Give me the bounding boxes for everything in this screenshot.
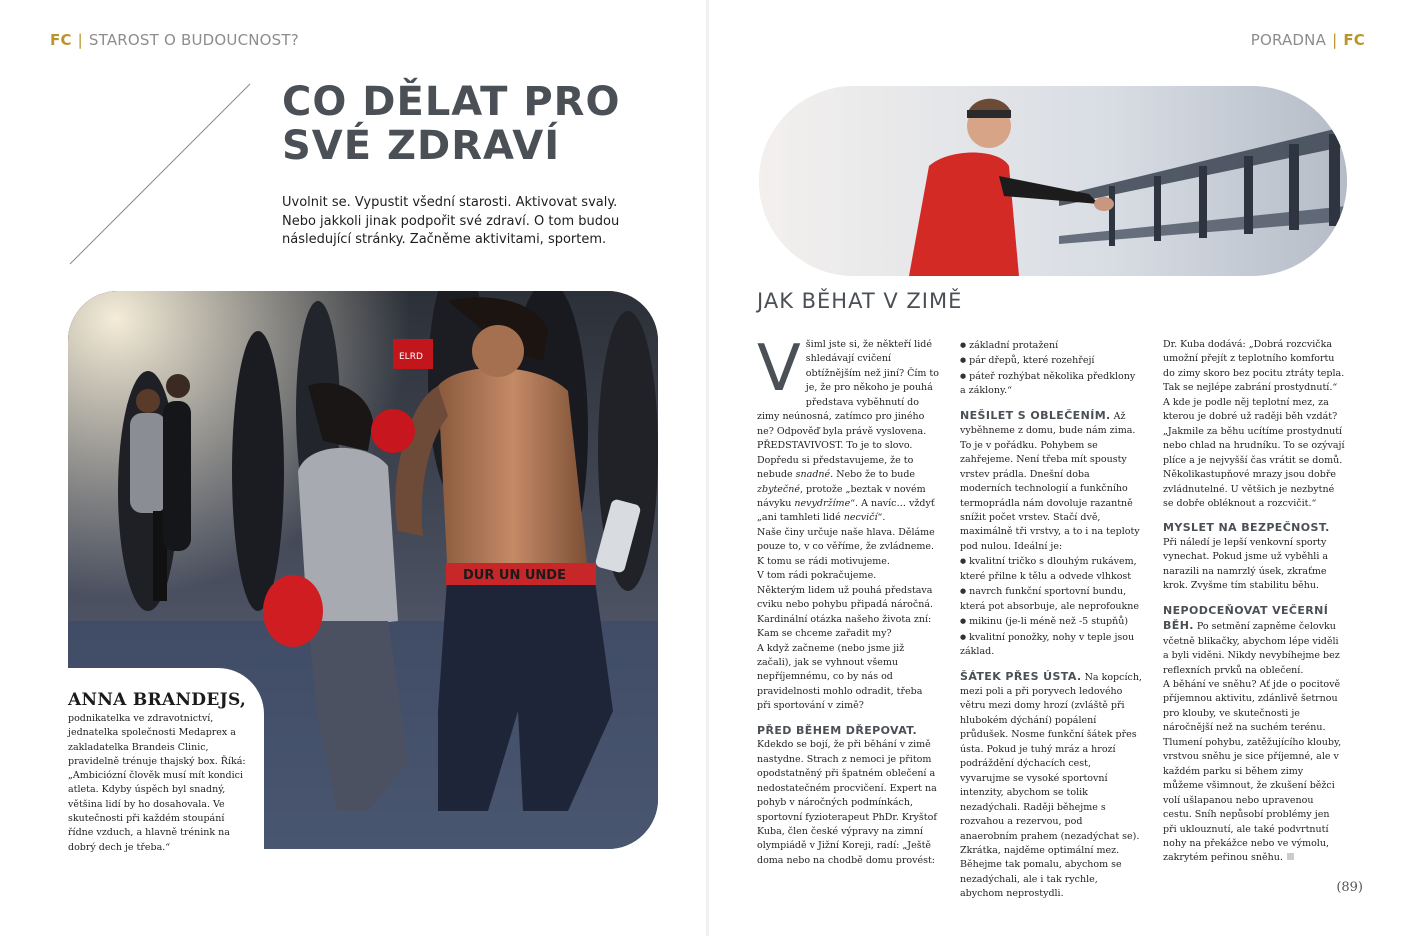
- section-heading: PŘED BĚHEM DŘEPOVAT.: [757, 723, 918, 737]
- boxing-glove: [371, 409, 415, 453]
- section-label: STAROST O BUDOUCNOST?: [88, 31, 299, 49]
- paragraph: V tom rádi pokračujeme.: [757, 570, 877, 582]
- text-column-3: [1163, 338, 1345, 866]
- paragraph: Při náledí je lepší venkovní sporty vynechat. Pokud jsme už vyběhli a narazili na namrzlý úsek, zkraťme krok. Zvyšme tím stabilitu běhu.: [1163, 536, 1329, 592]
- right-page: [709, 0, 1415, 936]
- section-heading: ŠÁTEK PŘES ÚSTA.: [960, 669, 1082, 683]
- bullet-list: [960, 338, 1142, 399]
- list-item: ● kvalitní tričko s dlouhým rukávem, které přilne k tělu a odvede vlhkost: [960, 554, 1142, 584]
- list-item: ● páteř rozhýbat několika předklony a záklony.“: [960, 369, 1142, 399]
- list-item: ● základní protažení: [960, 338, 1142, 353]
- paragraph: ŠÁTEK PŘES ÚSTA. Na kopcích, mezi poli a při poryvech ledového větru mezi domy hrozí (zvláště při hlubokém dýchání) popálení průdušek. Nosme funkční šátek přes ústa. Pokud je tuhý mráz a hrozí podráždění dýchacích cest, vyvarujme se vysoké sportovní intenzity, abychom se tolik nezadýchali. Raději běhejme s rozvahou a rezervou, pod anaerobním prahem (nezadýchat se). Zkrátka, najděme optimální mez. Běhejme tak pomalu, abychom se nezadýchali, ale i tak rychle, abychom neprostydli.: [960, 669, 1142, 900]
- drop-cap: V: [757, 332, 801, 406]
- article-title: [282, 80, 620, 168]
- paragraph: Dopředu si představujeme, že to nebude snadné. Nebo že to bude zbytečné, protože „beztak v novém návyku nevydržíme“. A navíc… vždyť „ani tamhleti lidé necvičí“.: [757, 454, 935, 524]
- paragraph: Dr. Kuba dodává: „Dobrá rozcvička umožní přejít z teplotního komfortu do zimy skoro bez pocitu ztráty tepla. Tak se nejlépe zabrání prostydnutí.“: [1163, 339, 1345, 394]
- running-head-right: [1251, 31, 1365, 49]
- article-subtitle: JAK BĚHAT V ZIMĚ: [757, 289, 963, 313]
- end-mark-icon: [1287, 853, 1294, 860]
- title-line-1: CO DĚLAT PRO: [282, 79, 621, 125]
- section-heading: NEPODCEŇOVAT VEČERNÍ BĚH.: [1163, 603, 1329, 633]
- section-heading: MYSLET NA BEZPEČNOST.: [1163, 521, 1330, 535]
- magazine-mark: FC: [50, 31, 72, 49]
- separator: |: [77, 31, 83, 49]
- paragraph: A kde je podle něj teplotní mez, za kterou je dobré už raději běh vzdát? „Jakmile za běhu ucítíme prostydnutí nebo chlad na hrudníku. To se ozývají plíce a je nejvyšší čas vrátit se domů. Několikastupňové mrazy jsou dobře zvládnutelné. U většich je nezbytné se dobře obléknout a rozcvičit.“: [1163, 396, 1345, 509]
- list-item: ● kvalitní ponožky, nohy v teple jsou základ.: [960, 630, 1142, 660]
- list-item: ● navrch funkční sportovní bundu, která pot absorbuje, ale neprofoukne: [960, 584, 1142, 614]
- bag-logo: ELRD: [399, 352, 423, 362]
- paragraph: Naše činy určuje naše hlava. Děláme pouze to, v co věříme, že zvládneme. K tomu se rádi motivujeme.: [757, 526, 935, 567]
- page-number: (89): [1336, 880, 1363, 895]
- section-heading: NEŠILET S OBLEČENÍM.: [960, 408, 1111, 422]
- shorts-logo: DUR UN UNDE: [463, 568, 566, 583]
- text-column-1: [757, 332, 939, 868]
- title-line-2: SVÉ ZDRAVÍ: [282, 123, 561, 169]
- magazine-mark: FC: [1343, 31, 1365, 49]
- paragraph: A běhání ve sněhu? Ať jde o pocitově příjemnou aktivitu, zdánlivě šetrnou pro klouby, ve skutečnosti je náročnější než na suchém terénu. Tlumení pohybu, zatěžujícího klouby, vrstvou sněhu je sice příjemné, ale v každém parku si během zimy můžeme všimnout, že zkušení běžci volí ušlapanou nebo upravenou cestu. Sníh nepůsobí problémy jen při uklouznutí, ale také podvrtnutí nohy na překážce nebo ve výmolu, zakrytém peřinou sněhu.: [1163, 678, 1342, 864]
- diagonal-rule: [0, 0, 300, 300]
- caption-name: ANNA BRANDEJS,: [68, 690, 247, 710]
- paragraph: A když začneme (nebo jsme již začali), jak se vyhnout všemu nepříjemnému, co by nás od pravidelnosti mohlo odradit, třeba při sportování v zimě?: [757, 642, 923, 712]
- caption-text: podnikatelka ve zdravotnictví, jednatelka společnosti Medaprex a zakladatelka Brandeis Clinic, pravidelně trénuje thajský box. Říká: „Ambiciózní člověk musí mít kondici atleta. Kdyby úspěch byl snadný, většina lidí by ho dosahovala. Ve skutečnosti při každém stoupání řídne vzduch, a hlavně trénink na dobrý dech je třeba.“: [68, 713, 246, 853]
- separator: |: [1332, 31, 1338, 49]
- text-column-2: [960, 338, 1142, 902]
- paragraph: NEPODCEŇOVAT VEČERNÍ BĚH. Po setmění zapněme čelovku včetně blikačky, abychom lépe viděli a byli viděni. Nikdy nevybíhejme bez reflexních prvků na oblečení.: [1163, 603, 1340, 676]
- left-page: [0, 0, 706, 936]
- paragraph: šiml jste si, že někteří lidé shledávají cvičení obtížnějším než jiní? Čím to je, že pro někoho je pouhá představa vyběhnutí do zimy neúnosná, zatímco pro jiného ne? Odpověď byla právě vyslovena. PŘEDSTAVIVOST. To je to slovo.: [757, 339, 939, 452]
- runner-photo: [759, 86, 1347, 276]
- list-item: ● pár dřepů, které rozehřejí: [960, 353, 1142, 368]
- bullet-list: [960, 554, 1142, 659]
- runner-illustration: [759, 86, 1347, 276]
- list-item: ● mikinu (je-li méně než -5 stupňů): [960, 614, 1142, 629]
- paragraph: NEŠILET S OBLEČENÍM. Až vyběhneme z domu, bude nám zima. To je v pořádku. Pohybem se zahřejeme. Není třeba mít spousty vrstev prádla. Dnešní doba moderních technologií a funkčního termoprádla nám dovoluje razantně snížit počet vrstev. Stačí dvě, maximálně tři vrstvy, a to i na teploty pod nulou. Ideální je:: [960, 408, 1140, 552]
- section-label: PORADNA: [1250, 31, 1327, 49]
- paragraph: Kdekdo se bojí, že při běhání v zimě nastydne. Strach z nemoci je přitom opodstatněný při špatném oblečení a nedostatečném procvičení. Expert na pohyb v náročných podmínkách, sportovní fyzioterapeut PhDr. Kryštof Kuba, člen české výpravy na zimní olympiádě v Jižní Koreji, radí: „Ještě doma nebo na chodbě domu provést:: [757, 739, 937, 866]
- boxing-glove: [263, 575, 323, 647]
- paragraph: Některým lidem už pouhá představa cviku nebo pohybu připadá náročná. Kardinální otázka našeho života zní: Kam se chceme zařadit my?: [757, 584, 934, 640]
- lead-paragraph: Uvolnit se. Vypustit všední starosti. Aktivovat svaly. Nebo jakkoli jinak podpořit své zdraví. O tom budou následující stránky. Začněme aktivitami, sportem.: [282, 195, 620, 247]
